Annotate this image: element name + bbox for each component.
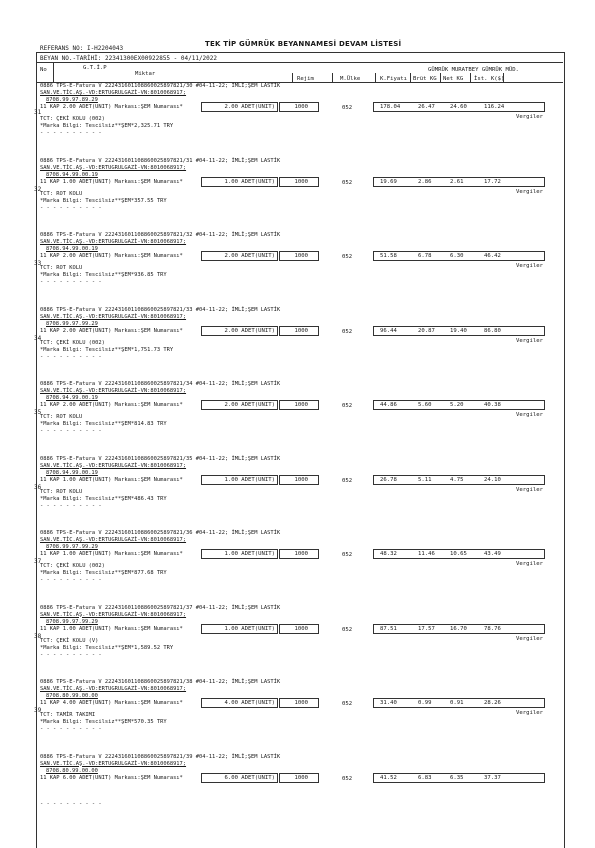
unit-price-value: 31.40: [380, 700, 397, 706]
item-number: 35: [34, 409, 42, 416]
taxes-label: Vergiler: [516, 263, 543, 269]
tct-line: TCT: ROT KOLU: [40, 190, 83, 197]
header-divider: [503, 73, 504, 82]
rejim-box: [279, 102, 319, 112]
quantity-value: 2.00 ADET(UNIT): [224, 402, 275, 408]
tct-line: TCT: ÇEKİ KOLU (002): [40, 116, 105, 122]
item-block: [36, 456, 563, 531]
gtip-code: 8708.94.99.00.19: [46, 246, 98, 252]
tct-line: TCT: TAMİR TAKIMI: [40, 712, 96, 718]
country-value: 052: [342, 626, 353, 633]
stat-value: 40.38: [484, 402, 501, 408]
net-kg-value: 6.30: [450, 253, 464, 259]
col-miktar: Miktar: [135, 71, 156, 77]
invoice-line: 0886 TPS-E-Fatura V 222431601108860025897821/34 #04-11-22; İMLİ;ŞEM LASTİK: [40, 381, 281, 387]
item-block: [36, 754, 563, 829]
dash-line: - - - - - - - - - -: [40, 279, 102, 285]
description-line: 11 KAP 4.00 ADET(UNIT) Markası:ŞEM Numarası*: [40, 700, 183, 706]
stat-value: 24.10: [484, 476, 501, 483]
header-divider: [332, 73, 333, 82]
brand-line: *Marka Bilgi: Tescilsiz**ŞEM*2,325.71 TRY: [40, 123, 174, 129]
taxes-label: Vergiler: [516, 412, 543, 418]
col-mulke: M.Ülke: [340, 76, 361, 82]
rejim-box: [279, 177, 319, 187]
rejim-value: 1000: [294, 402, 308, 408]
invoice-line: 0886 TPS-E-Fatura V 222431601108860025897821/36 #04-11-22; İMLİ;ŞEM LASTİK: [40, 530, 281, 536]
gross-kg-value: 5.11: [418, 476, 432, 483]
stat-value: 37.37: [484, 774, 501, 781]
col-ist: İst. K($): [474, 76, 505, 82]
item-block: [36, 605, 563, 680]
tct-line: TCT: ROT KOLU: [40, 488, 83, 495]
dash-line: - - - - - - - - - -: [40, 428, 102, 434]
header-divider: [440, 73, 441, 82]
header-divider: [292, 73, 293, 82]
gtip-code: 8708.80.99.00.00: [46, 693, 98, 699]
gtip-code: 8708.94.99.00.19: [46, 469, 98, 476]
quantity-box: [201, 698, 278, 708]
quantity-value: 1.00 ADET(UNIT): [224, 625, 275, 632]
item-block: [36, 83, 563, 158]
rejim-box: [279, 251, 319, 261]
col-kfiyat: K.Fiyatı: [380, 76, 407, 82]
taxes-label: Vergiler: [516, 486, 543, 493]
quantity-box: [201, 326, 278, 336]
item-number: 34: [34, 334, 42, 342]
gtip-code: 8708.94.99.00.19: [46, 171, 98, 178]
country-value: 052: [342, 254, 353, 260]
stat-value: 28.26: [484, 700, 501, 706]
unit-price-value: 96.44: [380, 327, 397, 334]
gross-kg-value: 5.60: [418, 402, 432, 408]
values-box: [373, 326, 545, 336]
col-brutkg: Brüt KG: [413, 76, 437, 82]
unit-price-value: 19.69: [380, 178, 397, 185]
taxes-label: Vergiler: [516, 710, 543, 716]
stat-value: 17.72: [484, 178, 501, 185]
quantity-value: 2.00 ADET(UNIT): [224, 104, 275, 110]
company-line: SAN.VE.TİC.AŞ.-VD:ERTUGRULGAZİ-VN:8010068917;: [40, 90, 187, 96]
unit-price-value: 87.51: [380, 625, 397, 632]
dash-line: - - - - - - - - - -: [40, 577, 102, 583]
description-line: 11 KAP 1.00 ADET(UNIT) Markası:ŞEM Numarası*: [40, 178, 183, 185]
col-rejim: Rejim: [297, 76, 314, 82]
company-line: SAN.VE.TİC.AŞ.-VD:ERTUGRULGAZİ-VN:8010068917;: [40, 388, 187, 394]
rejim-box: [279, 400, 319, 410]
col-no: No: [40, 67, 47, 73]
taxes-label: Vergiler: [516, 337, 543, 344]
company-line: SAN.VE.TİC.AŞ.-VD:ERTUGRULGAZİ-VN:8010068917;: [40, 686, 187, 692]
description-line: 11 KAP 1.00 ADET(UNIT) Markası:ŞEM Numarası*: [40, 476, 183, 483]
taxes-label: Vergiler: [516, 114, 543, 120]
company-line: SAN.VE.TİC.AŞ.-VD:ERTUGRULGAZİ-VN:8010068917;: [40, 611, 187, 618]
dash-line: - - - - - - - - - -: [40, 651, 102, 658]
stat-value: 116.24: [484, 104, 505, 110]
brand-line: *Marka Bilgi: Tescilsiz**ŞEM*357.55 TRY: [40, 197, 167, 204]
gross-kg-value: 6.83: [418, 774, 432, 781]
gross-kg-value: 11.46: [418, 551, 435, 557]
values-box: [373, 102, 545, 112]
values-box: [373, 400, 545, 410]
dash-line: - - - - - - - - - -: [40, 502, 102, 509]
rejim-box: [279, 698, 319, 708]
description-line: 11 KAP 2.00 ADET(UNIT) Markası:ŞEM Numarası*: [40, 253, 183, 259]
rejim-box: [279, 773, 319, 783]
stat-value: 46.42: [484, 253, 501, 259]
brand-line: *Marka Bilgi: Tescilsiz**ŞEM*570.35 TRY: [40, 719, 167, 725]
country-value: 052: [342, 701, 353, 707]
quantity-box: [201, 549, 278, 559]
net-kg-value: 19.40: [450, 327, 467, 334]
gross-kg-value: 26.47: [418, 104, 435, 110]
unit-price-value: 26.78: [380, 476, 397, 483]
description-line: 11 KAP 2.00 ADET(UNIT) Markası:ŞEM Numarası*: [40, 104, 183, 110]
dash-line: - - - - - - - - - -: [40, 726, 102, 732]
brand-line: *Marka Bilgi: Tescilsiz**ŞEM*1,589.52 TRY: [40, 644, 174, 651]
brand-line: *Marka Bilgi: Tescilsiz**ŞEM*936.85 TRY: [40, 272, 167, 278]
item-number: 31: [34, 109, 42, 116]
description-line: 11 KAP 1.00 ADET(UNIT) Markası:ŞEM Numarası*: [40, 551, 183, 557]
net-kg-value: 6.35: [450, 774, 464, 781]
item-number: 38: [34, 632, 42, 640]
invoice-line: 0886 TPS-E-Fatura V 222431601108860025897821/33 #04-11-22; İMLİ;ŞEM LASTİK: [40, 306, 281, 313]
invoice-line: 0886 TPS-E-Fatura V 222431601108860025897821/35 #04-11-22; İMLİ;ŞEM LASTİK: [40, 455, 281, 462]
gross-kg-value: 2.86: [418, 178, 432, 185]
company-line: SAN.VE.TİC.AŞ.-VD:ERTUGRULGAZİ-VN:8010068917;: [40, 760, 187, 767]
header-divider: [470, 73, 471, 82]
quantity-value: 1.00 ADET(UNIT): [224, 178, 275, 185]
rejim-value: 1000: [294, 327, 308, 334]
tct-line: TCT: ÇEKİ KOLU (002): [40, 563, 105, 569]
unit-price-value: 44.86: [380, 402, 397, 408]
rejim-value: 1000: [294, 253, 308, 259]
values-box: [373, 251, 545, 261]
header-divider: [410, 73, 411, 82]
document-title: TEK TİP GÜMRÜK BEYANNAMESİ DEVAM LİSTESİ: [205, 40, 402, 48]
net-kg-value: 16.70: [450, 625, 467, 632]
gtip-code: 8708.99.97.89.29: [46, 97, 98, 103]
company-line: SAN.VE.TİC.AŞ.-VD:ERTUGRULGAZİ-VN:8010068917;: [40, 239, 187, 245]
gtip-code: 8708.99.97.99.29: [46, 544, 98, 550]
taxes-label: Vergiler: [516, 188, 543, 195]
gtip-code: 8708.80.99.00.00: [46, 767, 98, 774]
net-kg-value: 2.61: [450, 178, 464, 185]
gtip-code: 8708.99.97.99.29: [46, 320, 98, 327]
dash-line: - - - - - - - - - -: [40, 130, 102, 136]
quantity-value: 1.00 ADET(UNIT): [224, 476, 275, 483]
unit-price-value: 48.32: [380, 551, 397, 557]
tct-line: TCT: ROT KOLU: [40, 265, 83, 271]
company-line: SAN.VE.TİC.AŞ.-VD:ERTUGRULGAZİ-VN:8010068917;: [40, 313, 187, 320]
company-line: SAN.VE.TİC.AŞ.-VD:ERTUGRULGAZİ-VN:8010068917;: [40, 537, 187, 543]
description-line: 11 KAP 1.00 ADET(UNIT) Markası:ŞEM Numarası*: [40, 625, 183, 632]
tct-line: TCT: ROT KOLU: [40, 414, 83, 420]
rejim-box: [279, 549, 319, 559]
quantity-value: 6.00 ADET(UNIT): [224, 774, 275, 781]
item-block: [36, 381, 563, 456]
item-block: [36, 232, 563, 307]
taxes-label: Vergiler: [516, 635, 543, 642]
rejim-value: 1000: [294, 178, 308, 185]
quantity-value: 2.00 ADET(UNIT): [224, 327, 275, 334]
stat-value: 86.80: [484, 327, 501, 334]
values-box: [373, 177, 545, 187]
brand-line: *Marka Bilgi: Tescilsiz**ŞEM*877.68 TRY: [40, 570, 167, 576]
quantity-box: [201, 773, 278, 783]
rejim-value: 1000: [294, 625, 308, 632]
unit-price-value: 51.58: [380, 253, 397, 259]
values-box: [373, 475, 545, 485]
net-kg-value: 10.65: [450, 551, 467, 557]
item-block: [36, 679, 563, 754]
reference-number: REFERANS NO: I-H2204043: [40, 45, 124, 52]
declaration-number: BEYAN NO.-TARİHİ: 22341300EX00922855 - 04/11/2022: [40, 55, 218, 62]
invoice-line: 0886 TPS-E-Fatura V 222431601108860025897821/39 #04-11-22; İMLİ;ŞEM LASTİK: [40, 753, 281, 760]
net-kg-value: 5.20: [450, 402, 464, 408]
country-value: 052: [342, 403, 353, 409]
header-divider: [375, 73, 376, 82]
gross-kg-value: 6.78: [418, 253, 432, 259]
rejim-value: 1000: [294, 551, 308, 557]
quantity-value: 2.00 ADET(UNIT): [224, 253, 275, 259]
dash-line: - - - - - - - - - -: [40, 353, 102, 360]
tct-line: TCT: ÇEKİ KOLU (V): [40, 637, 99, 644]
net-kg-value: 4.75: [450, 476, 464, 483]
rejim-value: 1000: [294, 700, 308, 706]
dash-line: - - - - - - - - - -: [40, 800, 102, 807]
quantity-box: [201, 475, 278, 485]
quantity-box: [201, 102, 278, 112]
gross-kg-value: 0.99: [418, 700, 432, 706]
item-number: 37: [34, 558, 42, 565]
description-line: 11 KAP 2.00 ADET(UNIT) Markası:ŞEM Numarası*: [40, 327, 183, 334]
gross-kg-value: 20.87: [418, 327, 435, 334]
values-box: [373, 549, 545, 559]
net-kg-value: 24.60: [450, 104, 467, 110]
country-value: 052: [342, 775, 353, 782]
rejim-value: 1000: [294, 774, 308, 781]
quantity-box: [201, 400, 278, 410]
rejim-box: [279, 326, 319, 336]
rejim-box: [279, 475, 319, 485]
description-line: 11 KAP 6.00 ADET(UNIT) Markası:ŞEM Numarası*: [40, 774, 183, 781]
item-block: [36, 307, 563, 382]
rejim-value: 1000: [294, 476, 308, 483]
tct-line: TCT: ÇEKİ KOLU (002): [40, 339, 105, 346]
invoice-line: 0886 TPS-E-Fatura V 222431601108860025897821/37 #04-11-22; İMLİ;ŞEM LASTİK: [40, 604, 281, 611]
unit-price-value: 178.04: [380, 104, 401, 110]
quantity-value: 1.00 ADET(UNIT): [224, 551, 275, 557]
net-kg-value: 0.91: [450, 700, 464, 706]
brand-line: *Marka Bilgi: Tescilsiz**ŞEM*814.83 TRY: [40, 421, 167, 427]
invoice-line: 0886 TPS-E-Fatura V 222431601108860025897821/31 #04-11-22; İMLİ;ŞEM LASTİK: [40, 157, 281, 164]
gtip-code: 8708.94.99.00.19: [46, 395, 98, 401]
company-line: SAN.VE.TİC.AŞ.-VD:ERTUGRULGAZİ-VN:8010068917;: [40, 164, 187, 171]
item-number: 33: [34, 260, 42, 267]
item-block: [36, 158, 563, 233]
quantity-box: [201, 624, 278, 634]
col-gtip: G.T.İ.P: [83, 65, 107, 71]
quantity-box: [201, 177, 278, 187]
header-top-rule: [36, 62, 563, 63]
company-line: SAN.VE.TİC.AŞ.-VD:ERTUGRULGAZİ-VN:8010068917;: [40, 462, 187, 469]
gtip-code: 8708.99.97.99.29: [46, 618, 98, 625]
taxes-label: Vergiler: [516, 561, 543, 567]
rejim-box: [279, 624, 319, 634]
country-value: 052: [342, 477, 353, 484]
country-value: 052: [342, 105, 353, 111]
col-gumruk: GÜMRÜK MURATBEY GÜMRÜK MÜD.: [428, 67, 519, 73]
values-box: [373, 698, 545, 708]
invoice-line: 0886 TPS-E-Fatura V 222431601108860025897821/38 #04-11-22; İMLİ;ŞEM LASTİK: [40, 679, 281, 685]
header-divider: [53, 62, 54, 82]
description-line: 11 KAP 2.00 ADET(UNIT) Markası:ŞEM Numarası*: [40, 402, 183, 408]
values-box: [373, 773, 545, 783]
dash-line: - - - - - - - - - -: [40, 204, 102, 211]
item-number: 36: [34, 483, 42, 491]
brand-line: *Marka Bilgi: Tescilsiz**ŞEM*486.43 TRY: [40, 495, 167, 502]
quantity-value: 4.00 ADET(UNIT): [224, 700, 275, 706]
country-value: 052: [342, 179, 353, 186]
item-number: 39: [34, 707, 42, 714]
brand-line: *Marka Bilgi: Tescilsiz**ŞEM*1,751.73 TRY: [40, 346, 174, 353]
quantity-box: [201, 251, 278, 261]
stat-value: 78.76: [484, 625, 501, 632]
col-netkg: Net KG: [443, 76, 464, 82]
gross-kg-value: 17.57: [418, 625, 435, 632]
country-value: 052: [342, 328, 353, 335]
rejim-value: 1000: [294, 104, 308, 110]
item-block: [36, 530, 563, 605]
invoice-line: 0886 TPS-E-Fatura V 222431601108860025897821/30 #04-11-22; İMLİ;ŞEM LASTİK: [40, 83, 281, 89]
country-value: 052: [342, 552, 353, 558]
stat-value: 43.49: [484, 551, 501, 557]
invoice-line: 0886 TPS-E-Fatura V 222431601108860025897821/32 #04-11-22; İMLİ;ŞEM LASTİK: [40, 232, 281, 238]
item-number: 32: [34, 185, 42, 193]
values-box: [373, 624, 545, 634]
unit-price-value: 41.52: [380, 774, 397, 781]
